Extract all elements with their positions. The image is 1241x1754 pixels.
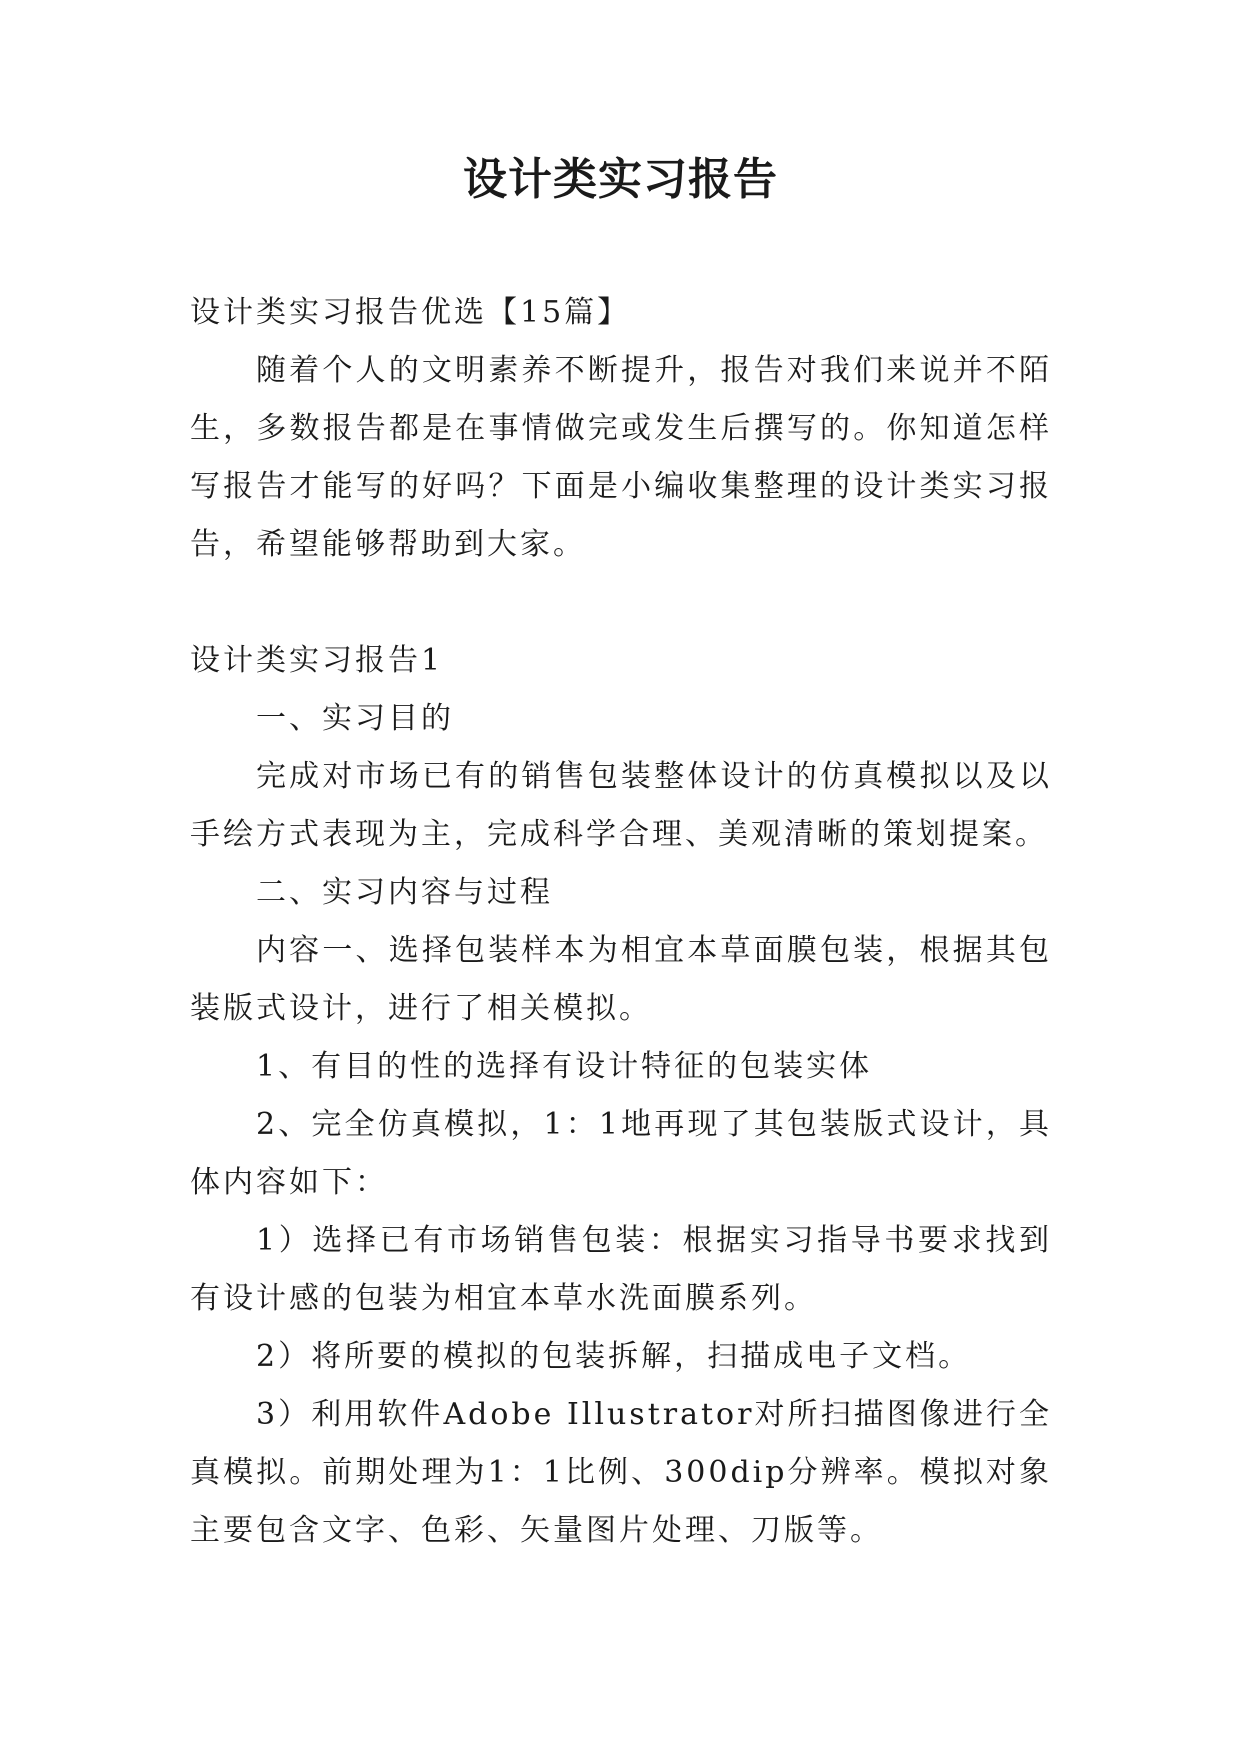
sub-item-2: 2）将所要的模拟的包装拆解，扫描成电子文档。 xyxy=(256,1339,972,1374)
sub-item-3: 3）利用软件Adobe Illustrator对所扫描图像进行全真模拟。前期处理为1：1比例、300dip分辨率。模拟对象主要包含文字、色彩、矢量图片处理、刀版等。 xyxy=(190,1397,1052,1548)
heading-content: 二、实习内容与过程 xyxy=(256,875,553,910)
section-heading: 设计类实习报告1 xyxy=(190,643,444,678)
sub-item-1: 1）选择已有市场销售包装：根据实习指导书要求找到有设计感的包装为相宜本草水洗面膜系列。 xyxy=(190,1223,1052,1316)
document-body xyxy=(190,284,1052,1560)
intro-paragraph: 随着个人的文明素养不断提升，报告对我们来说并不陌生，多数报告都是在事情做完或发生后撰写的。你知道怎样写报告才能写的好吗？下面是小编收集整理的设计类实习报告，希望能够帮助到大家。 xyxy=(190,353,1052,562)
heading-purpose: 一、实习目的 xyxy=(256,701,454,736)
list-item-2: 2、完全仿真模拟，1：1地再现了其包装版式设计，具体内容如下： xyxy=(190,1107,1052,1200)
paragraph-content-one: 内容一、选择包装样本为相宜本草面膜包装，根据其包装版式设计，进行了相关模拟。 xyxy=(190,933,1052,1026)
document-subtitle: 设计类实习报告优选【15篇】 xyxy=(190,295,631,330)
document-title: 设计类实习报告 xyxy=(463,154,778,205)
list-item-1: 1、有目的性的选择有设计特征的包装实体 xyxy=(256,1049,873,1084)
paragraph-purpose: 完成对市场已有的销售包装整体设计的仿真模拟以及以手绘方式表现为主，完成科学合理、美观清晰的策划提案。 xyxy=(190,759,1052,852)
